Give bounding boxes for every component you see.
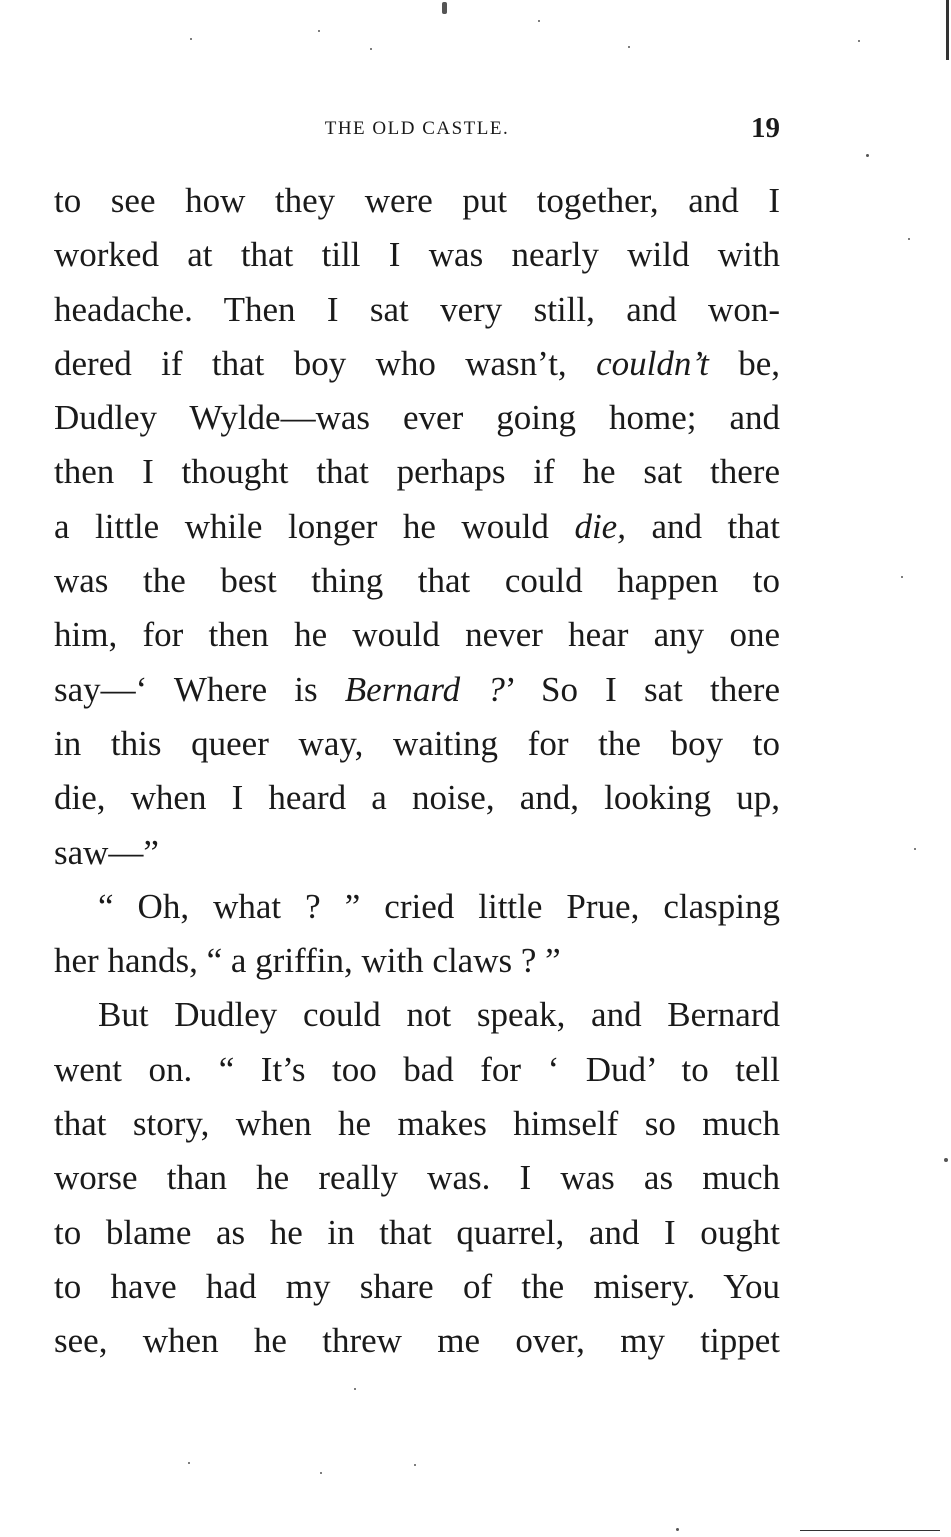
text-line: then I thought that perhaps if he sat there bbox=[54, 452, 780, 492]
text-line: to have had my share of the misery. You bbox=[54, 1266, 780, 1306]
text-line: to blame as he in that quarrel, and I ought bbox=[54, 1212, 780, 1252]
scan-speck bbox=[370, 48, 372, 50]
text-line: worked at that till I was nearly wild with bbox=[54, 235, 780, 275]
scan-speck bbox=[908, 238, 910, 240]
scan-speck bbox=[442, 2, 447, 14]
scan-speck bbox=[190, 38, 192, 40]
italic-text: Bernard ? bbox=[344, 669, 505, 709]
text-run: a little while longer he would bbox=[54, 506, 549, 546]
running-head bbox=[54, 112, 780, 146]
text-line: “ Oh, what ? ” cried little Prue, clasping bbox=[98, 886, 780, 926]
text-line bbox=[54, 663, 780, 717]
edge-mark bbox=[800, 1530, 940, 1531]
text-line: But Dudley could not speak, and Bernard bbox=[98, 995, 780, 1035]
text-line: to see how they were put together, and I bbox=[54, 181, 780, 220]
text-line: in this queer way, waiting for the boy to bbox=[54, 723, 780, 763]
edge-mark bbox=[946, 0, 949, 60]
scan-speck bbox=[944, 1158, 948, 1162]
scan-speck bbox=[538, 20, 540, 22]
text-line: went on. “ It’s too bad for ‘ Dud’ to tell bbox=[54, 1049, 780, 1089]
scan-speck bbox=[354, 1388, 356, 1390]
italic-text: die, bbox=[574, 506, 626, 546]
text-line: worse than he really was. I was as much bbox=[54, 1158, 780, 1198]
scan-speck bbox=[318, 30, 320, 32]
text-line: die, when I heard a noise, and, looking up, bbox=[54, 778, 780, 818]
text-run: ’ So I sat there bbox=[504, 669, 780, 709]
text-line bbox=[54, 337, 780, 391]
text-line: was the best thing that could happen to bbox=[54, 561, 780, 601]
text-line bbox=[54, 500, 780, 554]
scan-speck bbox=[676, 1528, 679, 1531]
scan-speck bbox=[414, 1464, 416, 1466]
text-line: saw—” bbox=[54, 832, 159, 872]
scan-speck bbox=[914, 848, 916, 850]
text-line: him, for then he would never hear any one bbox=[54, 615, 780, 655]
scan-speck bbox=[866, 154, 869, 157]
text-line: Dudley Wylde—was ever going home; and bbox=[54, 398, 780, 438]
running-title: THE OLD CASTLE. bbox=[324, 118, 510, 139]
text-line: headache. Then I sat very still, and won- bbox=[54, 289, 780, 329]
body-text bbox=[54, 174, 780, 1369]
text-line: that story, when he makes himself so much bbox=[54, 1104, 780, 1144]
scan-speck bbox=[901, 576, 903, 578]
text-line: see, when he threw me over, my tippet bbox=[54, 1321, 780, 1361]
text-run: be, bbox=[738, 343, 781, 383]
text-run: dered if that boy who wasn’t, bbox=[54, 343, 567, 383]
scan-speck bbox=[628, 46, 630, 48]
text-line: her hands, “ a griffin, with claws ? ” bbox=[54, 941, 561, 981]
text-run: and that bbox=[651, 506, 781, 546]
text-run: say—‘ Where is bbox=[54, 669, 318, 709]
page-number: 19 bbox=[751, 112, 780, 144]
scan-speck bbox=[858, 40, 860, 42]
scan-speck bbox=[320, 1472, 322, 1474]
scan-speck bbox=[188, 1462, 190, 1464]
italic-text: couldn’t bbox=[596, 343, 709, 383]
